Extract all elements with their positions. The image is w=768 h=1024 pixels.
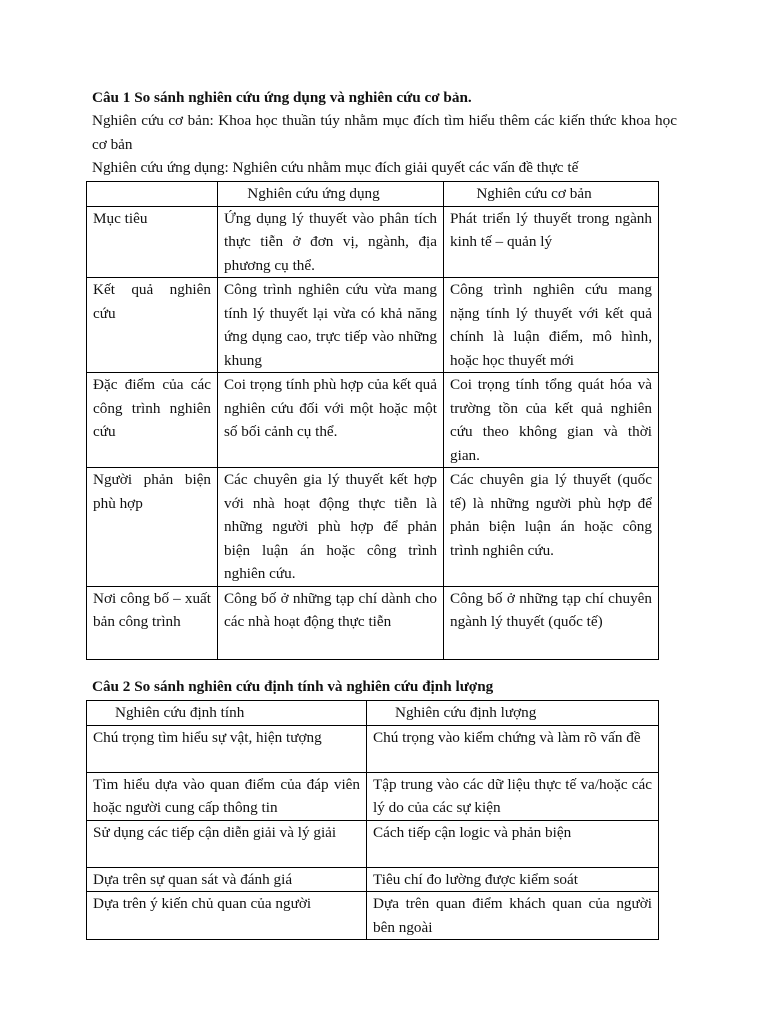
table-row: [87, 867, 659, 892]
table-cell: Công bố ở những tạp chí chuyên ngành lý thuyết (quốc tế): [444, 586, 659, 659]
table-cell: Dựa trên sự quan sát và đánh giá: [87, 867, 367, 892]
table-cell: Chú trọng vào kiểm chứng và làm rõ vấn đề: [367, 725, 659, 772]
table-cell: Phát triển lý thuyết trong ngành kinh tế – quản lý: [444, 206, 659, 278]
table-cell: Tiêu chí đo lường được kiểm soát: [367, 867, 659, 892]
table-cell: Ứng dụng lý thuyết vào phân tích thực tiễn ở đơn vị, ngành, địa phương cụ thể.: [218, 206, 444, 278]
table-cell: Công bố ở những tạp chí dành cho các nhà hoạt động thực tiễn: [218, 586, 444, 659]
table-cell: Mục tiêu: [87, 206, 218, 278]
table-cell: Cách tiếp cận logic và phản biện: [367, 820, 659, 867]
table-cell: Coi trọng tính tổng quát hóa và trường tồn của kết quả nghiên cứu theo không gian và thời gian.: [444, 373, 659, 468]
table-header-cell: Nghiên cứu định tính: [87, 701, 367, 726]
table-header-row: [87, 182, 659, 207]
table-cell: Kết quả nghiên cứu: [87, 278, 218, 373]
table-header-cell: [87, 182, 218, 207]
table-row: [87, 772, 659, 820]
table-header-cell: Nghiên cứu ứng dụng: [218, 182, 444, 207]
table-header-cell: Nghiên cứu cơ bản: [444, 182, 659, 207]
table-header-row: [87, 701, 659, 726]
applied-research-definition: Nghiên cứu ứng dụng: Nghiên cứu nhằm mục đích giải quyết các vấn đề thực tế: [92, 159, 579, 176]
table-cell: Đặc điểm của các công trình nghiên cứu: [87, 373, 218, 468]
table-cell: Các chuyên gia lý thuyết (quốc tế) là những người phù hợp để phản biện luận án hoặc công trình nghiên cứu.: [444, 468, 659, 587]
table-row: [87, 892, 659, 940]
table-row: [87, 468, 659, 587]
q2-heading: Câu 2 So sánh nghiên cứu định tính và nghiên cứu định lượng: [92, 678, 494, 695]
table-header-cell: Nghiên cứu định lượng: [367, 701, 659, 726]
table-row: [87, 278, 659, 373]
comparison-table-2: [86, 700, 659, 940]
table-cell: Dựa trên quan điểm khách quan của người bên ngoài: [367, 892, 659, 940]
table-cell: Các chuyên gia lý thuyết kết hợp với nhà hoạt động thực tiễn là những người phù hợp để phản biện luận án hoặc công trình nghiên cứu.: [218, 468, 444, 587]
table-cell: Nơi công bố – xuất bản công trình: [87, 586, 218, 659]
table-cell: Coi trọng tính phù hợp của kết quả nghiên cứu đối với một hoặc một số bối cảnh cụ thể.: [218, 373, 444, 468]
q1-heading: Câu 1 So sánh nghiên cứu ứng dụng và nghiên cứu cơ bản.: [92, 89, 472, 106]
table-cell: Dựa trên ý kiến chủ quan của người: [87, 892, 367, 940]
table-cell: Tìm hiểu dựa vào quan điểm của đáp viên hoặc người cung cấp thông tin: [87, 772, 367, 820]
table-cell: Công trình nghiên cứu mang nặng tính lý thuyết với kết quả chính là luận điểm, mô hình, hoặc học thuyết mới: [444, 278, 659, 373]
basic-research-definition: Nghiên cứu cơ bản: Khoa học thuần túy nhằm mục đích tìm hiểu thêm các kiến thức khoa học cơ bản: [92, 112, 677, 153]
table-row: [87, 725, 659, 772]
table-row: [87, 206, 659, 278]
table-row: [87, 586, 659, 659]
table-cell: Chú trọng tìm hiểu sự vật, hiện tượng: [87, 725, 367, 772]
table-cell: Tập trung vào các dữ liệu thực tế va/hoặc các lý do của các sự kiện: [367, 772, 659, 820]
table-row: [87, 820, 659, 867]
table-cell: Công trình nghiên cứu vừa mang tính lý thuyết lại vừa có khả năng ứng dụng cao, trực tiếp vào những khung: [218, 278, 444, 373]
table-cell: Sử dụng các tiếp cận diễn giải và lý giải: [87, 820, 367, 867]
table-cell: Người phản biện phù hợp: [87, 468, 218, 587]
comparison-table-1: [86, 181, 659, 660]
table-row: [87, 373, 659, 468]
